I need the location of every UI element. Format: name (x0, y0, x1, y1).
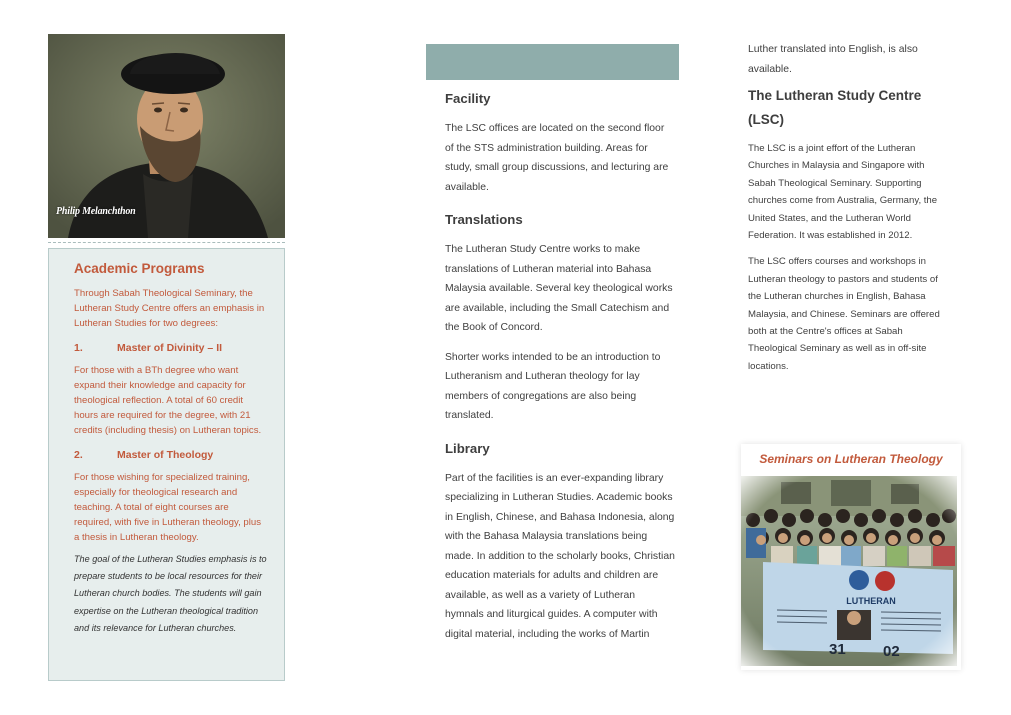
portrait-image (48, 34, 285, 238)
group-photo-illustration (741, 476, 957, 666)
facility-heading: Facility (445, 91, 491, 106)
degree-number: 2. (74, 448, 83, 461)
header-color-bar (426, 44, 679, 80)
academic-goal-text: The goal of the Lutheran Studies emphasis is to prepare students to be local resources for their Lutheran church bodies. The students will gain expertise on the Lutheran theological tradition and its relevance for Lutheran churches. (74, 553, 267, 634)
seminar-photo-card (741, 444, 961, 670)
seminar-caption: Seminars on Lutheran Theology (759, 452, 943, 466)
translations-text-1: The Lutheran Study Centre works to make translations of Lutheran material into Bahasa Malaysia available. Several key theological works are available, including the Small Catechism and the Book of Concord. (445, 244, 673, 333)
degree-number: 1. (74, 341, 83, 354)
dotted-divider (48, 242, 285, 243)
degree-heading-1 (74, 342, 268, 354)
translations-heading: Translations (445, 212, 523, 227)
academic-programs-panel (48, 248, 285, 681)
degree-description-2: For those wishing for specialized training, especially for theological research and teaching. A total of eight courses are required, with five in Lutheran theology, plus a thesis in Lutheran theology. (74, 471, 262, 544)
lsc-paragraph-1: The LSC is a joint effort of the Lutheran Churches in Malaysia and Singapore with Sabah Theological Seminary. Supporting churches come from Australia, Germany, the United States, and the Lutheran World Federation. It was established in 2012. (748, 143, 938, 242)
portrait-caption: Philip Melanchthon (56, 206, 136, 217)
degree-name: Master of Divinity – II (117, 341, 223, 354)
library-text-continued: Luther translated into English, is also available. (748, 44, 918, 75)
academic-programs-title: Academic Programs (74, 261, 205, 276)
translations-text-2: Shorter works intended to be an introduction to Lutheranism and Lutheran theology for lay members of congregations are also being translated. (445, 351, 661, 421)
facility-text: The LSC offices are located on the second floor of the STS administration building. Areas for study, small group discussions, and lecturing are available. (445, 123, 669, 193)
degree-name: Master of Theology (117, 448, 214, 461)
lsc-heading: The Lutheran Study Centre (LSC) (748, 88, 922, 127)
right-column (748, 40, 948, 384)
degree-heading-2 (74, 449, 268, 461)
middle-column (445, 90, 675, 644)
lsc-paragraph-2: The LSC offers courses and workshops in Lutheran theology to pastors and students of the Lutheran churches in English, Bahasa Malaysia, and Chinese. Seminars are offered both at the Centre's offices at Sabah Theological Seminary as well as in off-site locations. (748, 256, 940, 372)
degree-description-1: For those with a BTh degree who want expand their knowledge and capacity for theological reflection. A total of 60 credit hours are required for the degree, with 21 credits (including thesis) on Lutheran topics. (74, 364, 262, 437)
academic-intro: Through Sabah Theological Seminary, the Lutheran Study Centre offers an emphasis in Lutheran Studies for two degrees: (74, 288, 265, 330)
library-text: Part of the facilities is an ever-expanding library specializing in Lutheran Studies. Academic books in English, Chinese, and Bahasa Indonesia, along with the Bahasa Malaysia translations being made. In addition to the scholarly books, Christian education materials for adults and children are available, as well as a variety of Lutheran hymnals and liturgical guides. A computer with digital material, including the works of Martin (445, 472, 675, 640)
library-heading: Library (445, 440, 490, 456)
seminar-group-photo (741, 476, 957, 666)
